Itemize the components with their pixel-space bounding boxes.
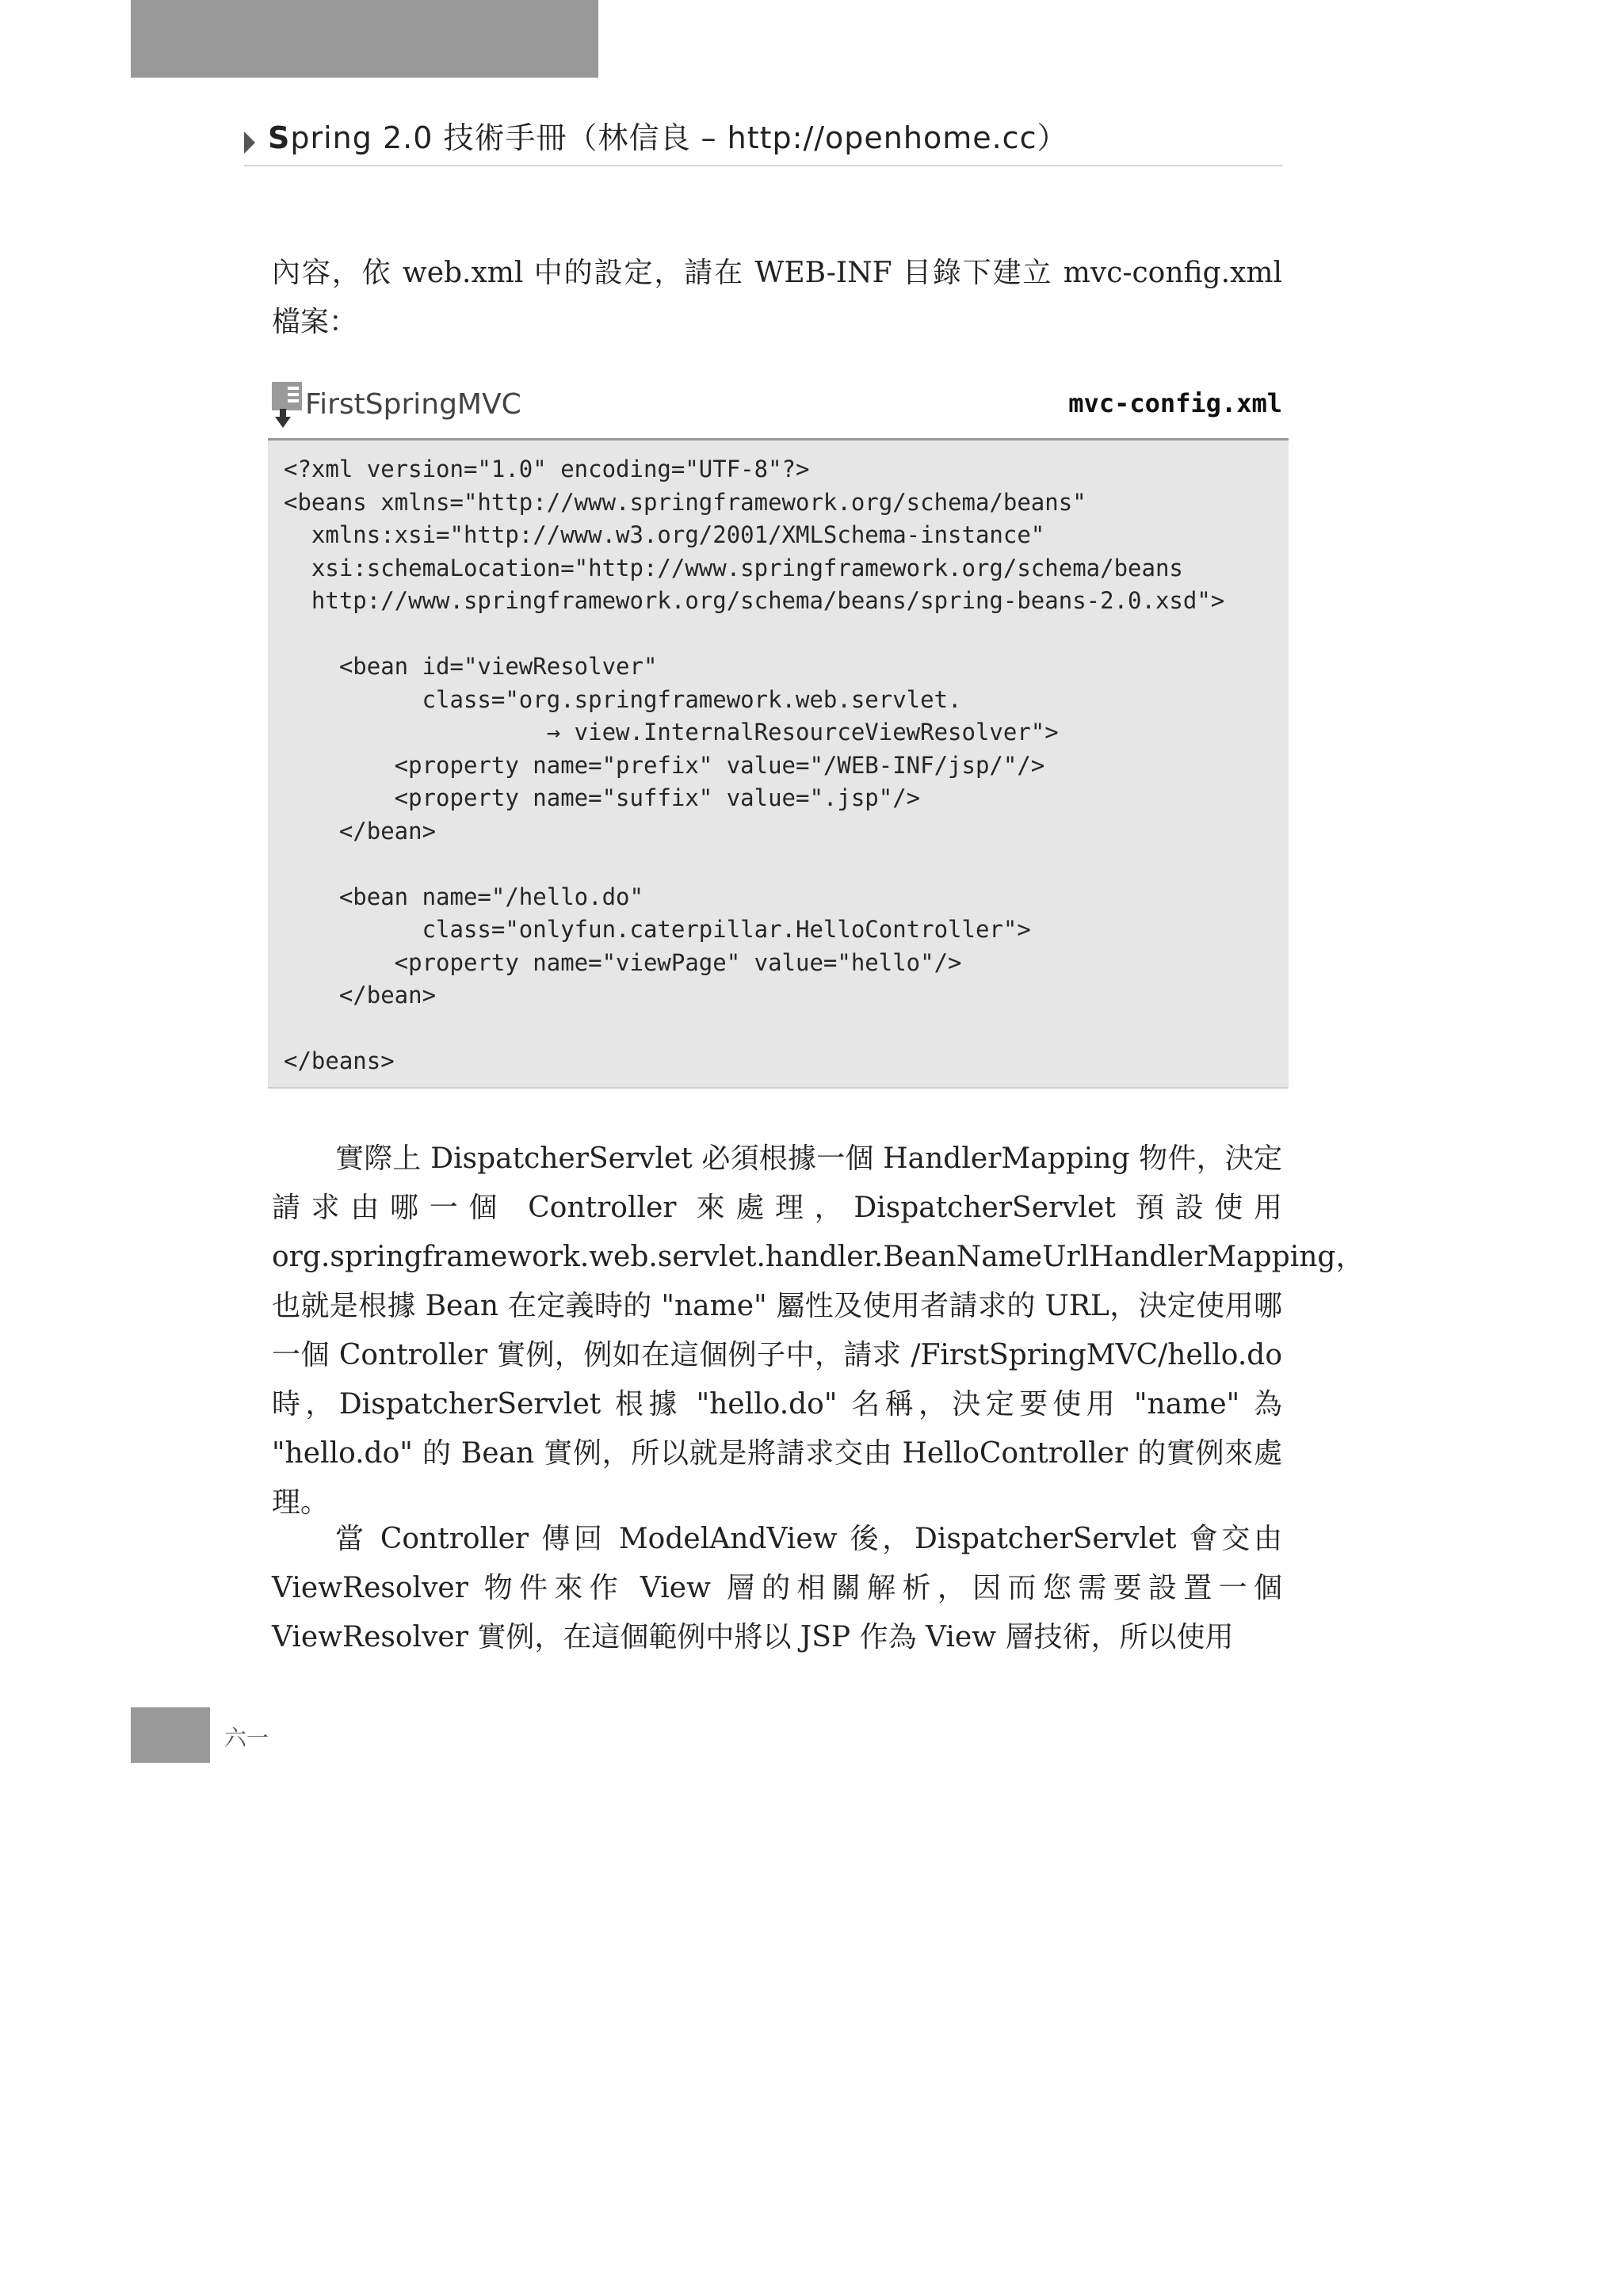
body-paragraph-2 [272,1515,1282,1662]
code-text: <?xml version="1.0" encoding="UTF-8"?> <beans xmlns="http://www.springframework.org/schema/beans" xmlns:xsi="http://www.w3.org/2001/XMLSchema-instance" xsi:schemaLocation="http://www.springframework.org/schema/beans http://www.springframework.org/schema/beans/spring-beans-2.0.xsd"> <bean id="viewResolver" class="org.springframework.web.servlet. → view.InternalResourceViewResolver"> <property name="prefix" value="/WEB-INF/jsp/"/> <property name="suffix" value=".jsp"/> </bean> <bean name="/hello.do" class="onlyfun.caterpillar.HelloController"> <property name="viewPage" value="hello"/> </bean> </beans> [284,456,1225,1074]
file-name: mvc-config.xml [1068,388,1282,418]
running-header [244,119,1282,166]
header-title [268,119,1067,157]
intro-paragraph [272,249,1282,347]
header-title-text: pring 2.0 技術手冊（林信良 – http://openhome.cc） [290,120,1068,155]
page-number-block [131,1707,210,1763]
project-name: FirstSpringMVC [305,388,521,421]
page-number: 六一 [224,1725,269,1751]
body-paragraph-1 [272,1135,1365,1527]
top-decorative-bar [131,0,598,78]
code-listing [268,438,1289,1089]
code-listing-label [272,379,1282,436]
header-title-initial: S [268,120,291,155]
intro-text: 內容，依 web.xml 中的設定，請在 WEB-INF 目錄下建立 mvc-config.xml 檔案： [272,257,1282,338]
paragraph-2-text: 當 Controller 傳回 ModelAndView 後，DispatcherServlet 會交由 ViewResolver 物件來作 View 層的相關解析，因而您需要設置一個 ViewResolver 實例，在這個範例中將以 JSP 作為 View 層技術，所以使用 [272,1523,1282,1653]
download-file-icon [272,382,302,429]
header-arrow-icon [244,132,255,154]
paragraph-1-text: 實際上 DispatcherServlet 必須根據一個 HandlerMapping 物件，決定請求由哪一個 Controller 來處理，DispatcherServlet 預設使用 org.springframework.web.servlet.handler.BeanNameUrlHandlerMapping，也就是根據 Bean 在定義時的 "name" 屬性及使用者請求的 URL，決定使用哪一個 Controller 實例，例如在這個例子中，請求 /FirstSpringMVC/hello.do 時，DispatcherServlet 根據 "hello.do" 名稱，決定要使用 "name" 為 "hello.do" 的 Bean 實例，所以就是將請求交由 HelloController 的實例來處理。 [272,1142,1365,1519]
